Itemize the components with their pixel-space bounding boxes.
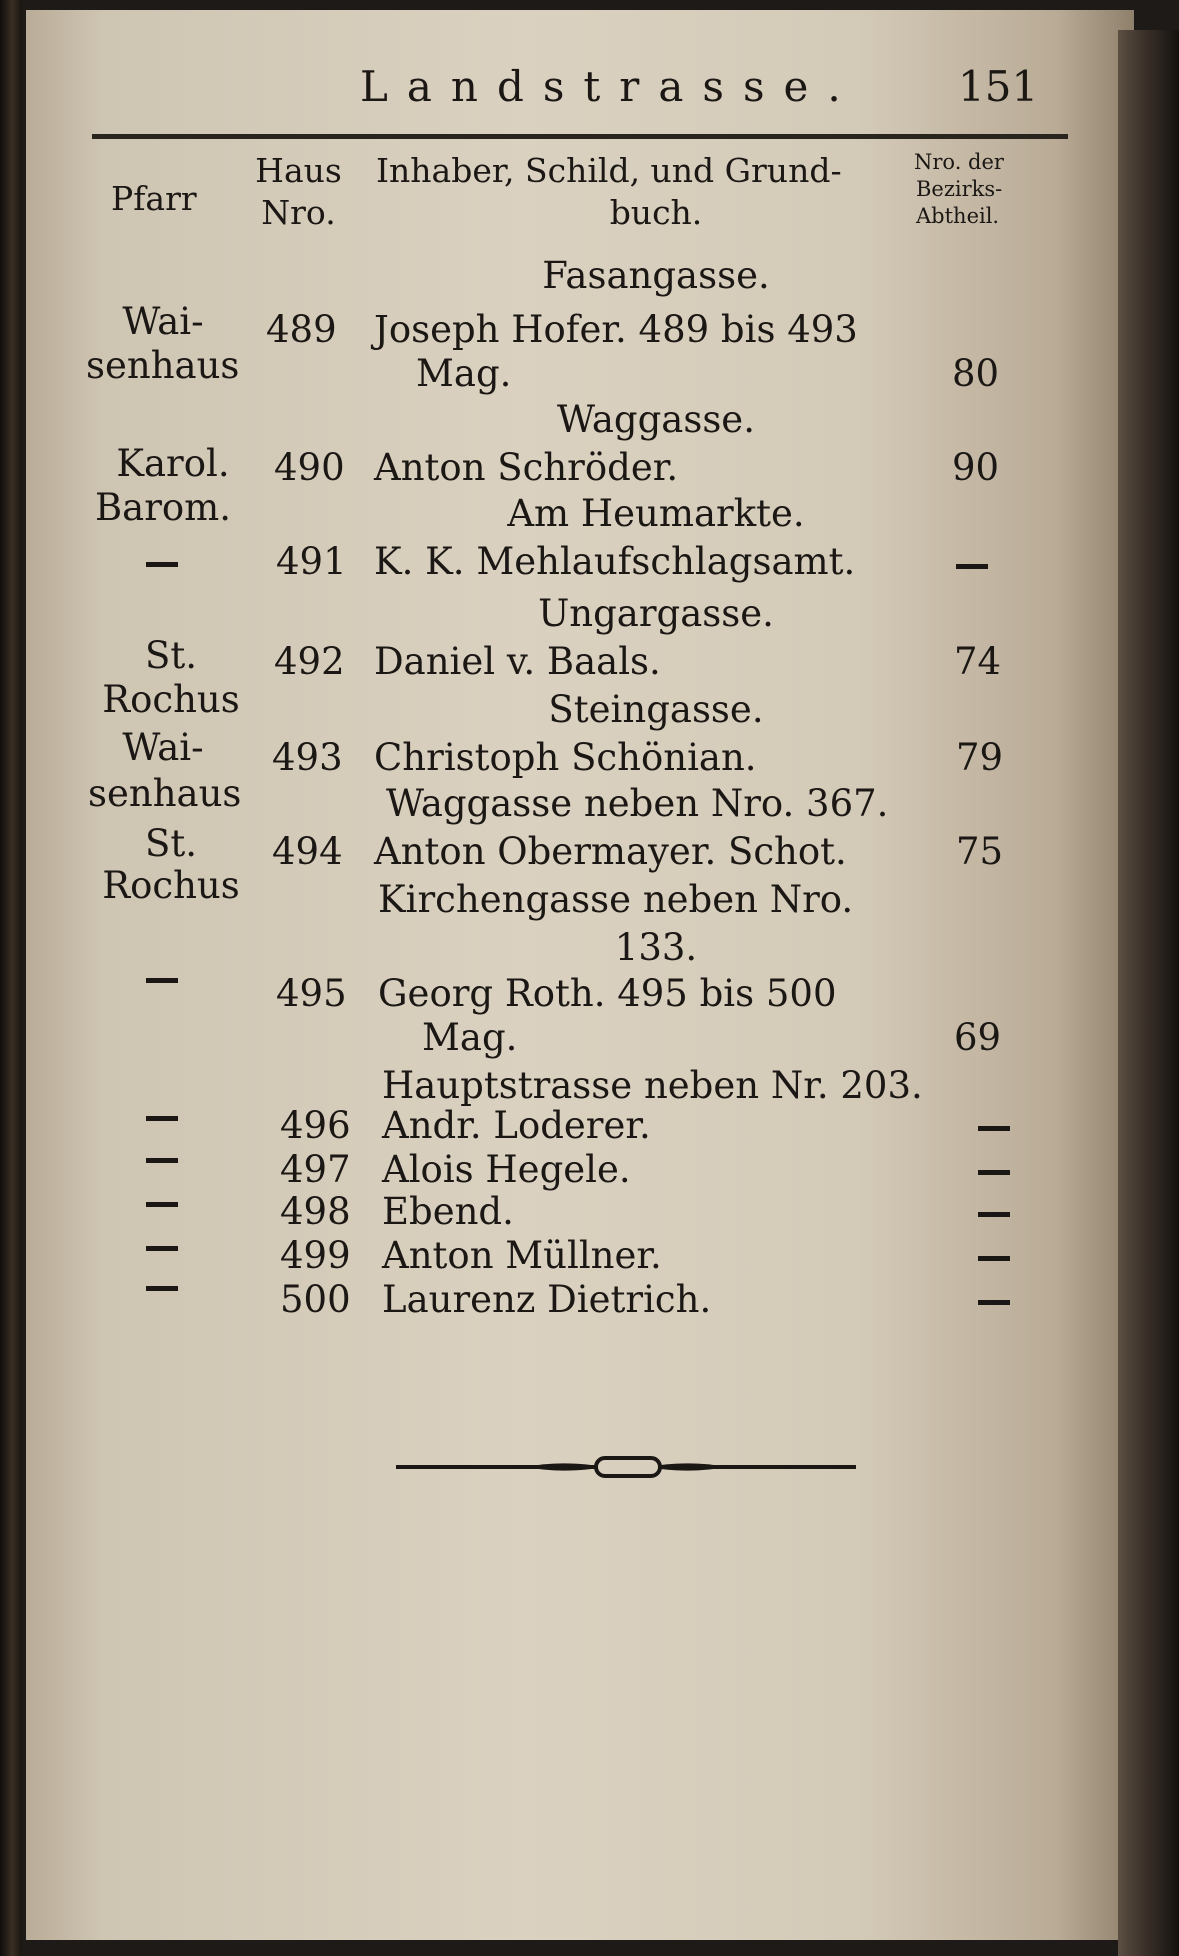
house-number: 492 bbox=[274, 640, 345, 683]
header-pfarr: Pfarr bbox=[111, 179, 197, 218]
book-page bbox=[26, 10, 1134, 1940]
bezirk-dash bbox=[978, 1170, 1010, 1175]
owner-name: K. K. Mehlaufschlagsamt. bbox=[374, 540, 856, 583]
pfarr-dash bbox=[146, 562, 178, 567]
owner-name: Anton Schröder. bbox=[374, 446, 679, 489]
street-heading: Hauptstrasse neben Nr. 203. bbox=[382, 1064, 923, 1107]
owner-name: Anton Müllner. bbox=[382, 1234, 662, 1277]
bezirk-dash bbox=[978, 1212, 1010, 1217]
street-heading: Am Heumarkte. bbox=[507, 492, 805, 535]
pfarr-dash bbox=[146, 978, 178, 983]
owner-name: Daniel v. Baals. bbox=[374, 640, 661, 683]
pfarr-dash bbox=[146, 1202, 178, 1207]
book-spine-left bbox=[0, 0, 22, 1956]
pfarr-cell: senhaus bbox=[86, 344, 240, 387]
house-number: 496 bbox=[280, 1104, 351, 1147]
owner-name-continued: Mag. bbox=[416, 352, 512, 395]
pfarr-dash bbox=[146, 1286, 178, 1291]
street-heading: Fasangasse. bbox=[542, 254, 770, 297]
pfarr-dash bbox=[146, 1116, 178, 1121]
owner-name-continued: Mag. bbox=[422, 1016, 518, 1059]
house-number: 494 bbox=[272, 830, 343, 873]
pfarr-dash bbox=[146, 1158, 178, 1163]
house-number: 493 bbox=[272, 736, 343, 779]
house-number: 498 bbox=[280, 1190, 351, 1233]
running-head: Landstrasse. bbox=[360, 62, 860, 111]
house-number: 500 bbox=[280, 1278, 351, 1321]
pfarr-cell: Wai- bbox=[122, 726, 204, 769]
bezirk-dash bbox=[978, 1256, 1010, 1261]
header-bezirk-1: Nro. der bbox=[914, 150, 1004, 174]
header-nro: Nro. bbox=[261, 193, 336, 232]
house-number: 497 bbox=[280, 1148, 351, 1191]
pfarr-cell: Rochus bbox=[102, 864, 240, 907]
page-number: 151 bbox=[958, 62, 1039, 111]
bezirk-dash bbox=[956, 564, 988, 569]
bezirk-number: 90 bbox=[952, 446, 1000, 489]
header-buch: buch. bbox=[609, 193, 703, 232]
owner-name: Laurenz Dietrich. bbox=[382, 1278, 712, 1321]
house-number: 489 bbox=[266, 308, 337, 351]
pfarr-cell: Barom. bbox=[94, 486, 232, 529]
street-heading: Steingasse. bbox=[548, 688, 764, 731]
house-number: 499 bbox=[280, 1234, 351, 1277]
bezirk-number: 69 bbox=[954, 1016, 1002, 1059]
pfarr-cell: St. bbox=[145, 634, 197, 677]
street-heading: Waggasse neben Nro. 367. bbox=[386, 782, 889, 825]
header-rule bbox=[92, 134, 1068, 139]
owner-name: Christoph Schönian. bbox=[374, 736, 757, 779]
owner-name: Joseph Hofer. 489 bis 493 bbox=[374, 308, 858, 351]
street-heading: Kirchengasse neben Nro. bbox=[378, 878, 854, 921]
bezirk-dash bbox=[978, 1126, 1010, 1131]
street-heading: Waggasse. bbox=[557, 398, 755, 441]
bezirk-dash bbox=[978, 1300, 1010, 1305]
book-edge-right bbox=[1118, 30, 1179, 1956]
pfarr-dash bbox=[146, 1246, 178, 1251]
pfarr-cell: St. bbox=[145, 822, 197, 865]
pfarr-cell: senhaus bbox=[88, 772, 242, 815]
street-heading-continued: 133. bbox=[614, 926, 698, 969]
pfarr-cell: Wai- bbox=[122, 300, 204, 343]
bezirk-number: 74 bbox=[954, 640, 1002, 683]
bezirk-number: 79 bbox=[956, 736, 1004, 779]
bezirk-number: 80 bbox=[952, 352, 1000, 395]
header-bezirk-2: Bezirks- bbox=[916, 177, 1003, 201]
header-bezirk-3: Abtheil. bbox=[916, 204, 1000, 228]
house-number: 495 bbox=[276, 972, 347, 1015]
house-number: 491 bbox=[276, 540, 347, 583]
house-number: 490 bbox=[274, 446, 345, 489]
pfarr-cell: Rochus bbox=[102, 678, 240, 721]
pfarr-cell: Karol. bbox=[116, 442, 230, 485]
decorative-rule-icon bbox=[396, 1452, 856, 1482]
owner-name: Alois Hegele. bbox=[382, 1148, 631, 1191]
bezirk-number: 75 bbox=[956, 830, 1004, 873]
owner-name: Anton Obermayer. Schot. bbox=[374, 830, 847, 873]
header-haus: Haus bbox=[255, 151, 342, 190]
owner-name: Georg Roth. 495 bis 500 bbox=[378, 972, 837, 1015]
header-inhaber: Inhaber, Schild, und Grund- bbox=[376, 151, 842, 190]
owner-name: Ebend. bbox=[382, 1190, 514, 1233]
owner-name: Andr. Loderer. bbox=[382, 1104, 651, 1147]
street-heading: Ungargasse. bbox=[538, 592, 774, 635]
